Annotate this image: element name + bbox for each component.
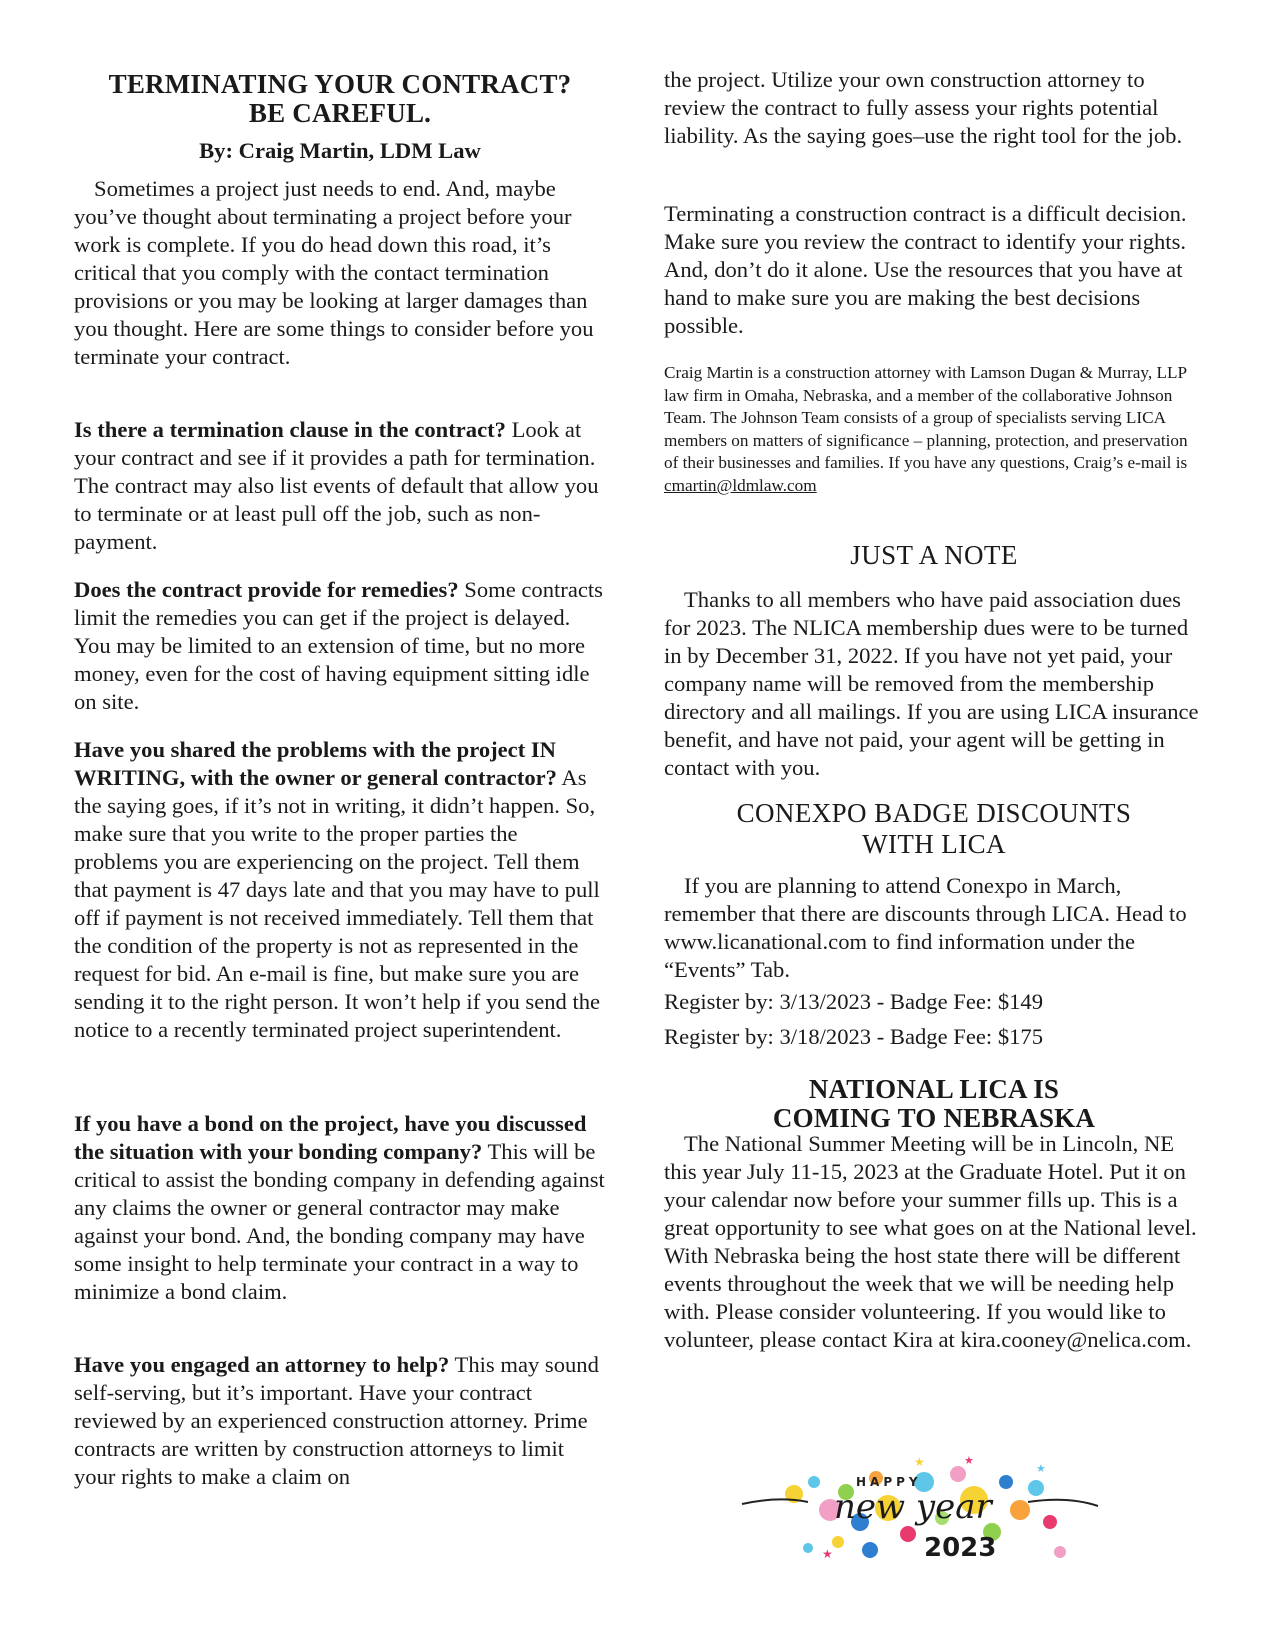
note-heading: JUST A NOTE [850,540,1018,570]
national-heading-line2: COMING TO NEBRASKA [772,1103,1096,1133]
section-answer: This may sound self-serving, but it’s important. Have your contract reviewed by an experienced construction attorney. Prime contracts are written by construction attorneys to limit your rights to make a claim on [74,1352,599,1489]
conexpo-heading-line2: WITH LICA [862,829,1006,859]
article-title-line1: TERMINATING YOUR CONTRACT? [108,69,572,99]
section-remedies [74,576,606,716]
section-question: Does the contract provide for remedies? [74,577,459,602]
register-line-2: Register by: 3/18/2023 - Badge Fee: $175 [664,1024,1044,1049]
svg-text:★: ★ [1036,1463,1046,1475]
section-in-writing [74,736,606,1044]
graphic-happy-text: HAPPY [856,1475,922,1489]
article-continuation: the project. Utilize your own construction attorney to review the contract to fully assess your rights potential liability. As the saying goes–use the right tool for the job. [664,67,1183,148]
graphic-new-year-text: new year [834,1487,992,1527]
graphic-year-text: 2023 [924,1533,997,1563]
section-answer: This will be critical to assist the bonding company in defending against any claims the owner or general contractor may make against your bond. And, the bonding company may have some insight to help terminate your contract in a way to minimize a bond claim. [74,1139,605,1304]
svg-text:★: ★ [964,1455,974,1467]
national-text: The National Summer Meeting will be in Lincoln, NE this year July 11-15, 2023 at the Graduate Hotel. Put it on your calendar now before your summer fills up. This is a great opportunity to see what goes on at the National level. With Nebraska being the host state there will be different events throughout the week that we will be needing help with. Please consider volunteering. If you would like to volunteer, please contact Kira at kira.cooney@nelica.com. [664,1131,1197,1352]
section-question: Is there a termination clause in the contract? [74,417,506,442]
section-answer: Some contracts limit the remedies you can get if the project is delayed. You may be limited to an extension of time, but no more money, even for the cost of having equipment sitting idle on site. [74,577,603,714]
conexpo-heading-line1: CONEXPO BADGE DISCOUNTS [736,798,1132,828]
section-answer: Look at your contract and see if it provides a path for termination. The contract may also list events of default that allow you to terminate or at least pull off the job, such as non-payment. [74,417,599,554]
svg-text:★: ★ [822,1547,833,1561]
article-intro: Sometimes a project just needs to end. And, maybe you’ve thought about terminating a project before your work is complete. If you do head down this road, it’s critical that you comply with the contact termination provisions or you may be looking at larger damages than you thought. Here are some things to consider before you terminate your contract. [74,176,594,369]
section-answer: As the saying goes, if it’s not in writing, it didn’t happen. So, make sure that you write to the proper parties the problems you are experiencing on the project. Tell them that payment is 47 days late and that you may have to pull off if payment is not received immediately. Tell them that the condition of the property is not as represented in the request for bid. An e-mail is fine, but make sure you are sending it to the right person. It won’t help if you send the notice to a recently terminated project superintendent. [74,765,601,1042]
author-bio [664,362,1204,498]
national-heading [664,1075,1204,1133]
article-closing: Terminating a construction contract is a difficult decision. Make sure you review the contract to identify your rights. And, don’t do it alone. Use the resources that you have at hand to make sure you are making the best decisions possible. [664,201,1187,338]
section-question: Have you engaged an attorney to help? [74,1352,450,1377]
section-question: Have you shared the problems with the project IN WRITING, with the owner or general contractor? [74,737,557,790]
article-title-line2: BE CAREFUL. [248,98,432,128]
svg-text:★: ★ [914,1455,925,1469]
conexpo-text: If you are planning to attend Conexpo in March, remember that there are discounts through LICA. Head to www.licanational.com to find information under the “Events” Tab. [664,873,1187,982]
section-question: If you have a bond on the project, have you discussed the situation with your bonding company? [74,1111,587,1164]
happy-new-year-graphic [738,1452,1128,1570]
article-title [74,70,606,128]
section-attorney [74,1351,606,1491]
section-termination-clause [74,416,606,556]
author-email-link[interactable]: cmartin@ldmlaw.com [664,475,817,495]
note-text: Thanks to all members who have paid association dues for 2023. The NLICA membership dues were to be turned in by December 31, 2022. If you have not yet paid, your company name will be removed from the membership directory and all mailings. If you are using LICA insurance benefit, and have not paid, your agent will be getting in contact with you. [664,587,1199,780]
conexpo-heading [664,798,1204,860]
national-heading-line1: NATIONAL LICA IS [808,1074,1060,1104]
register-line-1: Register by: 3/13/2023 - Badge Fee: $149 [664,989,1044,1014]
section-bond [74,1110,606,1306]
author-bio-text: Craig Martin is a construction attorney with Lamson Dugan & Murray, LLP law firm in Omaha, Nebraska, and a member of the collaborative Johnson Team. The Johnson Team consists of a group of specialists serving LICA members on matters of significance – planning, protection, and preservation of their businesses and families. If you have any questions, Craig’s e-mail is [664,363,1188,473]
article-byline: By: Craig Martin, LDM Law [199,138,481,163]
